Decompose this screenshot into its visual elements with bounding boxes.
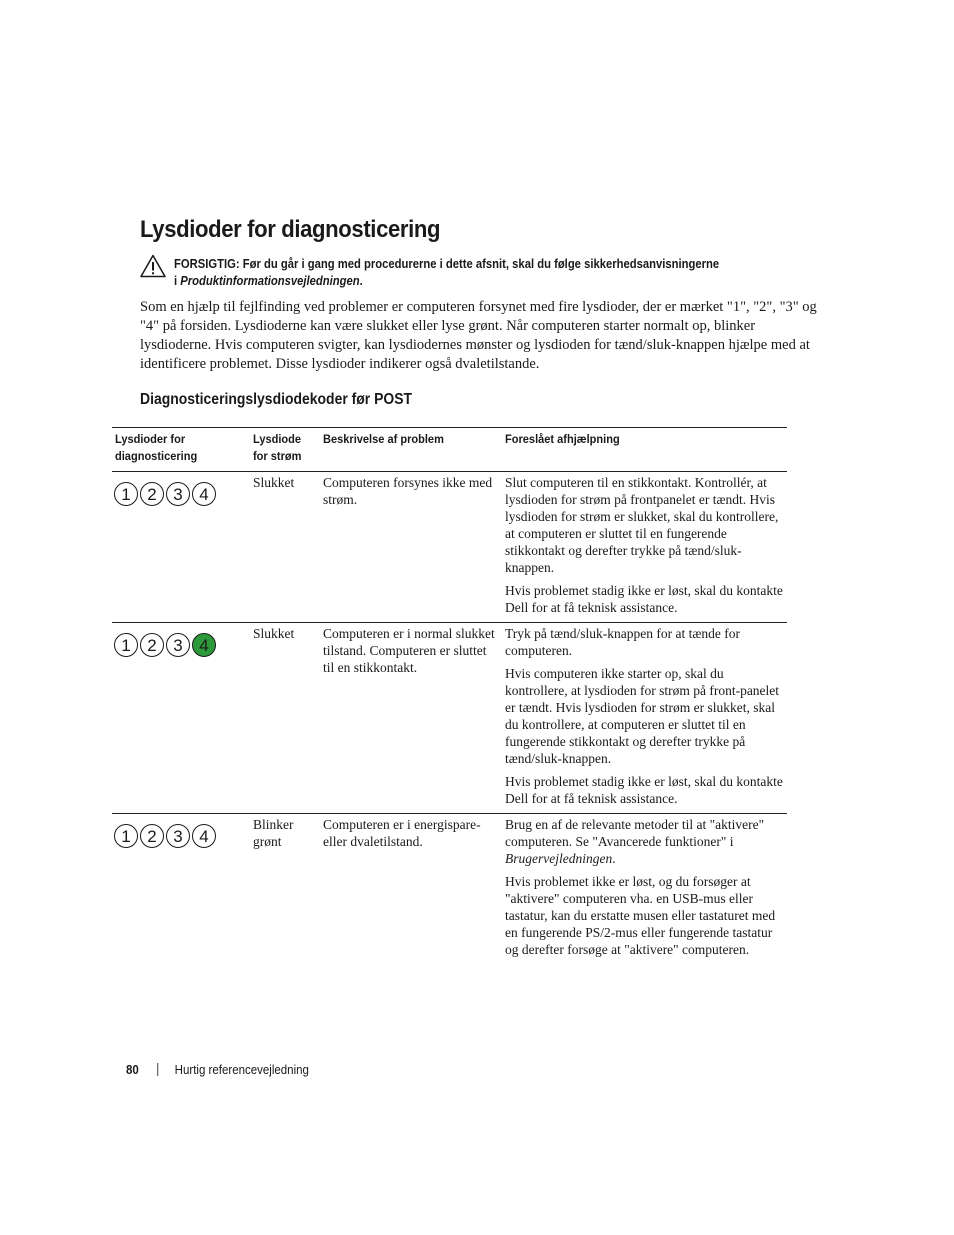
- remedy-text-suffix: .: [612, 851, 616, 866]
- footer-title: Hurtig referencevejledning: [174, 1063, 309, 1077]
- section-heading: Diagnosticeringslysdiodekoder før POST: [140, 391, 413, 408]
- page-number: 80: [126, 1063, 139, 1077]
- suggested-remedy: [505, 814, 787, 964]
- led-pattern: [114, 824, 216, 848]
- led-4-indicator: 4: [192, 824, 216, 848]
- caution-line-2-prefix: i: [174, 274, 178, 288]
- page-title: Lysdioder for diagnosticering: [140, 216, 441, 243]
- led-1-indicator: 1: [114, 633, 138, 657]
- header-power: Lysdiode for strøm: [253, 432, 302, 463]
- header-remedy: Foreslået afhjælpning: [505, 432, 620, 446]
- power-led-state: Blinker grønt: [253, 817, 294, 849]
- page-footer: [126, 1062, 309, 1079]
- remedy-paragraph: Hvis computeren ikke starter op, skal du kontrollere, at lysdioden for strøm på front-panelet er tændt. Hvis lysdioden for strøm er slukket, skal du kontrollere, at computeren er sluttet til en fungerende stikkontakt og derefter trykke på tænd/sluk-knappen.: [505, 666, 780, 766]
- table-header-row: [112, 428, 787, 472]
- remedy-text: Brug en af de relevante metoder til at "aktivere" computeren. Se "Avancerede funktioner" i: [505, 817, 765, 849]
- remedy-paragraph: Hvis problemet stadig ikke er løst, skal du kontakte Dell for at få teknisk assistance.: [505, 583, 783, 615]
- led-2-indicator: 2: [140, 824, 164, 848]
- remedy-paragraph: Hvis problemet stadig ikke er løst, skal du kontakte Dell for at få teknisk assistance.: [505, 774, 783, 806]
- power-led-state: Slukket: [253, 475, 295, 490]
- header-leds: Lysdioder for diagnosticering: [115, 432, 198, 463]
- caution-text: [174, 256, 719, 290]
- led-pattern: [114, 633, 216, 657]
- remedy-paragraph: Slut computeren til en stikkontakt. Kontrollér, at lysdioden for strøm på frontpanelet er tændt. Hvis lysdioden for strøm er slukket, skal du kontrollere, at computeren er sluttet til en fungerende stikkontakt og derefter trykke på tænd/sluk-knappen.: [505, 475, 779, 575]
- led-4-indicator: 4: [192, 633, 216, 657]
- led-1-indicator: 1: [114, 482, 138, 506]
- problem-description: Computeren er i energispare- eller dvaletilstand.: [323, 817, 481, 849]
- led-2-indicator: 2: [140, 482, 164, 506]
- problem-description: Computeren forsynes ikke med strøm.: [323, 475, 493, 507]
- led-pattern: [114, 482, 216, 506]
- header-description: Beskrivelse af problem: [323, 432, 444, 446]
- footer-separator: [157, 1063, 158, 1076]
- remedy-paragraph: [505, 816, 787, 867]
- problem-description: Computeren er i normal slukket tilstand. Computeren er sluttet til en stikkontakt.: [323, 626, 495, 675]
- led-3-indicator: 3: [166, 633, 190, 657]
- led-4-indicator: 4: [192, 482, 216, 506]
- suggested-remedy: [505, 623, 787, 813]
- caution-line-2-suffix: .: [359, 274, 363, 288]
- remedy-paragraph: Tryk på tænd/sluk-knappen for at tænde for computeren.: [505, 626, 740, 658]
- led-2-indicator: 2: [140, 633, 164, 657]
- table-row: [112, 472, 787, 623]
- diagnostic-led-table: [112, 427, 787, 964]
- intro-paragraph: Som en hjælp til fejlfinding ved problemer er computeren forsynet med fire lysdioder, der er mærket "1", "2", "3" og "4" på forsiden. Lysdioderne kan være slukket eller lyse grønt. Når computeren starter normalt op, blinker lysdioderne. Hvis computeren svigter, kan lysdiodernes mønster og lysdioden for tænd/sluk-knappen hjælpe med at identificere problemet. Disse lysdioder indikerer også dvaletilstande.: [140, 299, 817, 372]
- caution-line-1: Før du går i gang med procedurerne i dette afsnit, skal du følge sikkerhedsanvisningerne: [242, 257, 720, 271]
- suggested-remedy: [505, 472, 787, 622]
- caution-label: FORSIGTIG:: [174, 257, 240, 271]
- user-guide-reference: Brugervejledningen: [505, 851, 613, 866]
- table-row: [112, 623, 787, 814]
- warning-triangle-icon: [140, 254, 166, 278]
- led-3-indicator: 3: [166, 482, 190, 506]
- remedy-paragraph: Hvis problemet ikke er løst, og du forsøger at "aktivere" computeren vha. en USB-mus eller tastatur, kan du erstatte musen eller tastaturet med en fungerende PS/2-mus eller fungerende tastatur og derefter forsøge at "aktivere" computeren.: [505, 874, 776, 957]
- caution-doc-reference: Produktinformationsvejledningen: [180, 274, 360, 288]
- led-1-indicator: 1: [114, 824, 138, 848]
- power-led-state: Slukket: [253, 626, 295, 641]
- led-3-indicator: 3: [166, 824, 190, 848]
- table-row: [112, 814, 787, 964]
